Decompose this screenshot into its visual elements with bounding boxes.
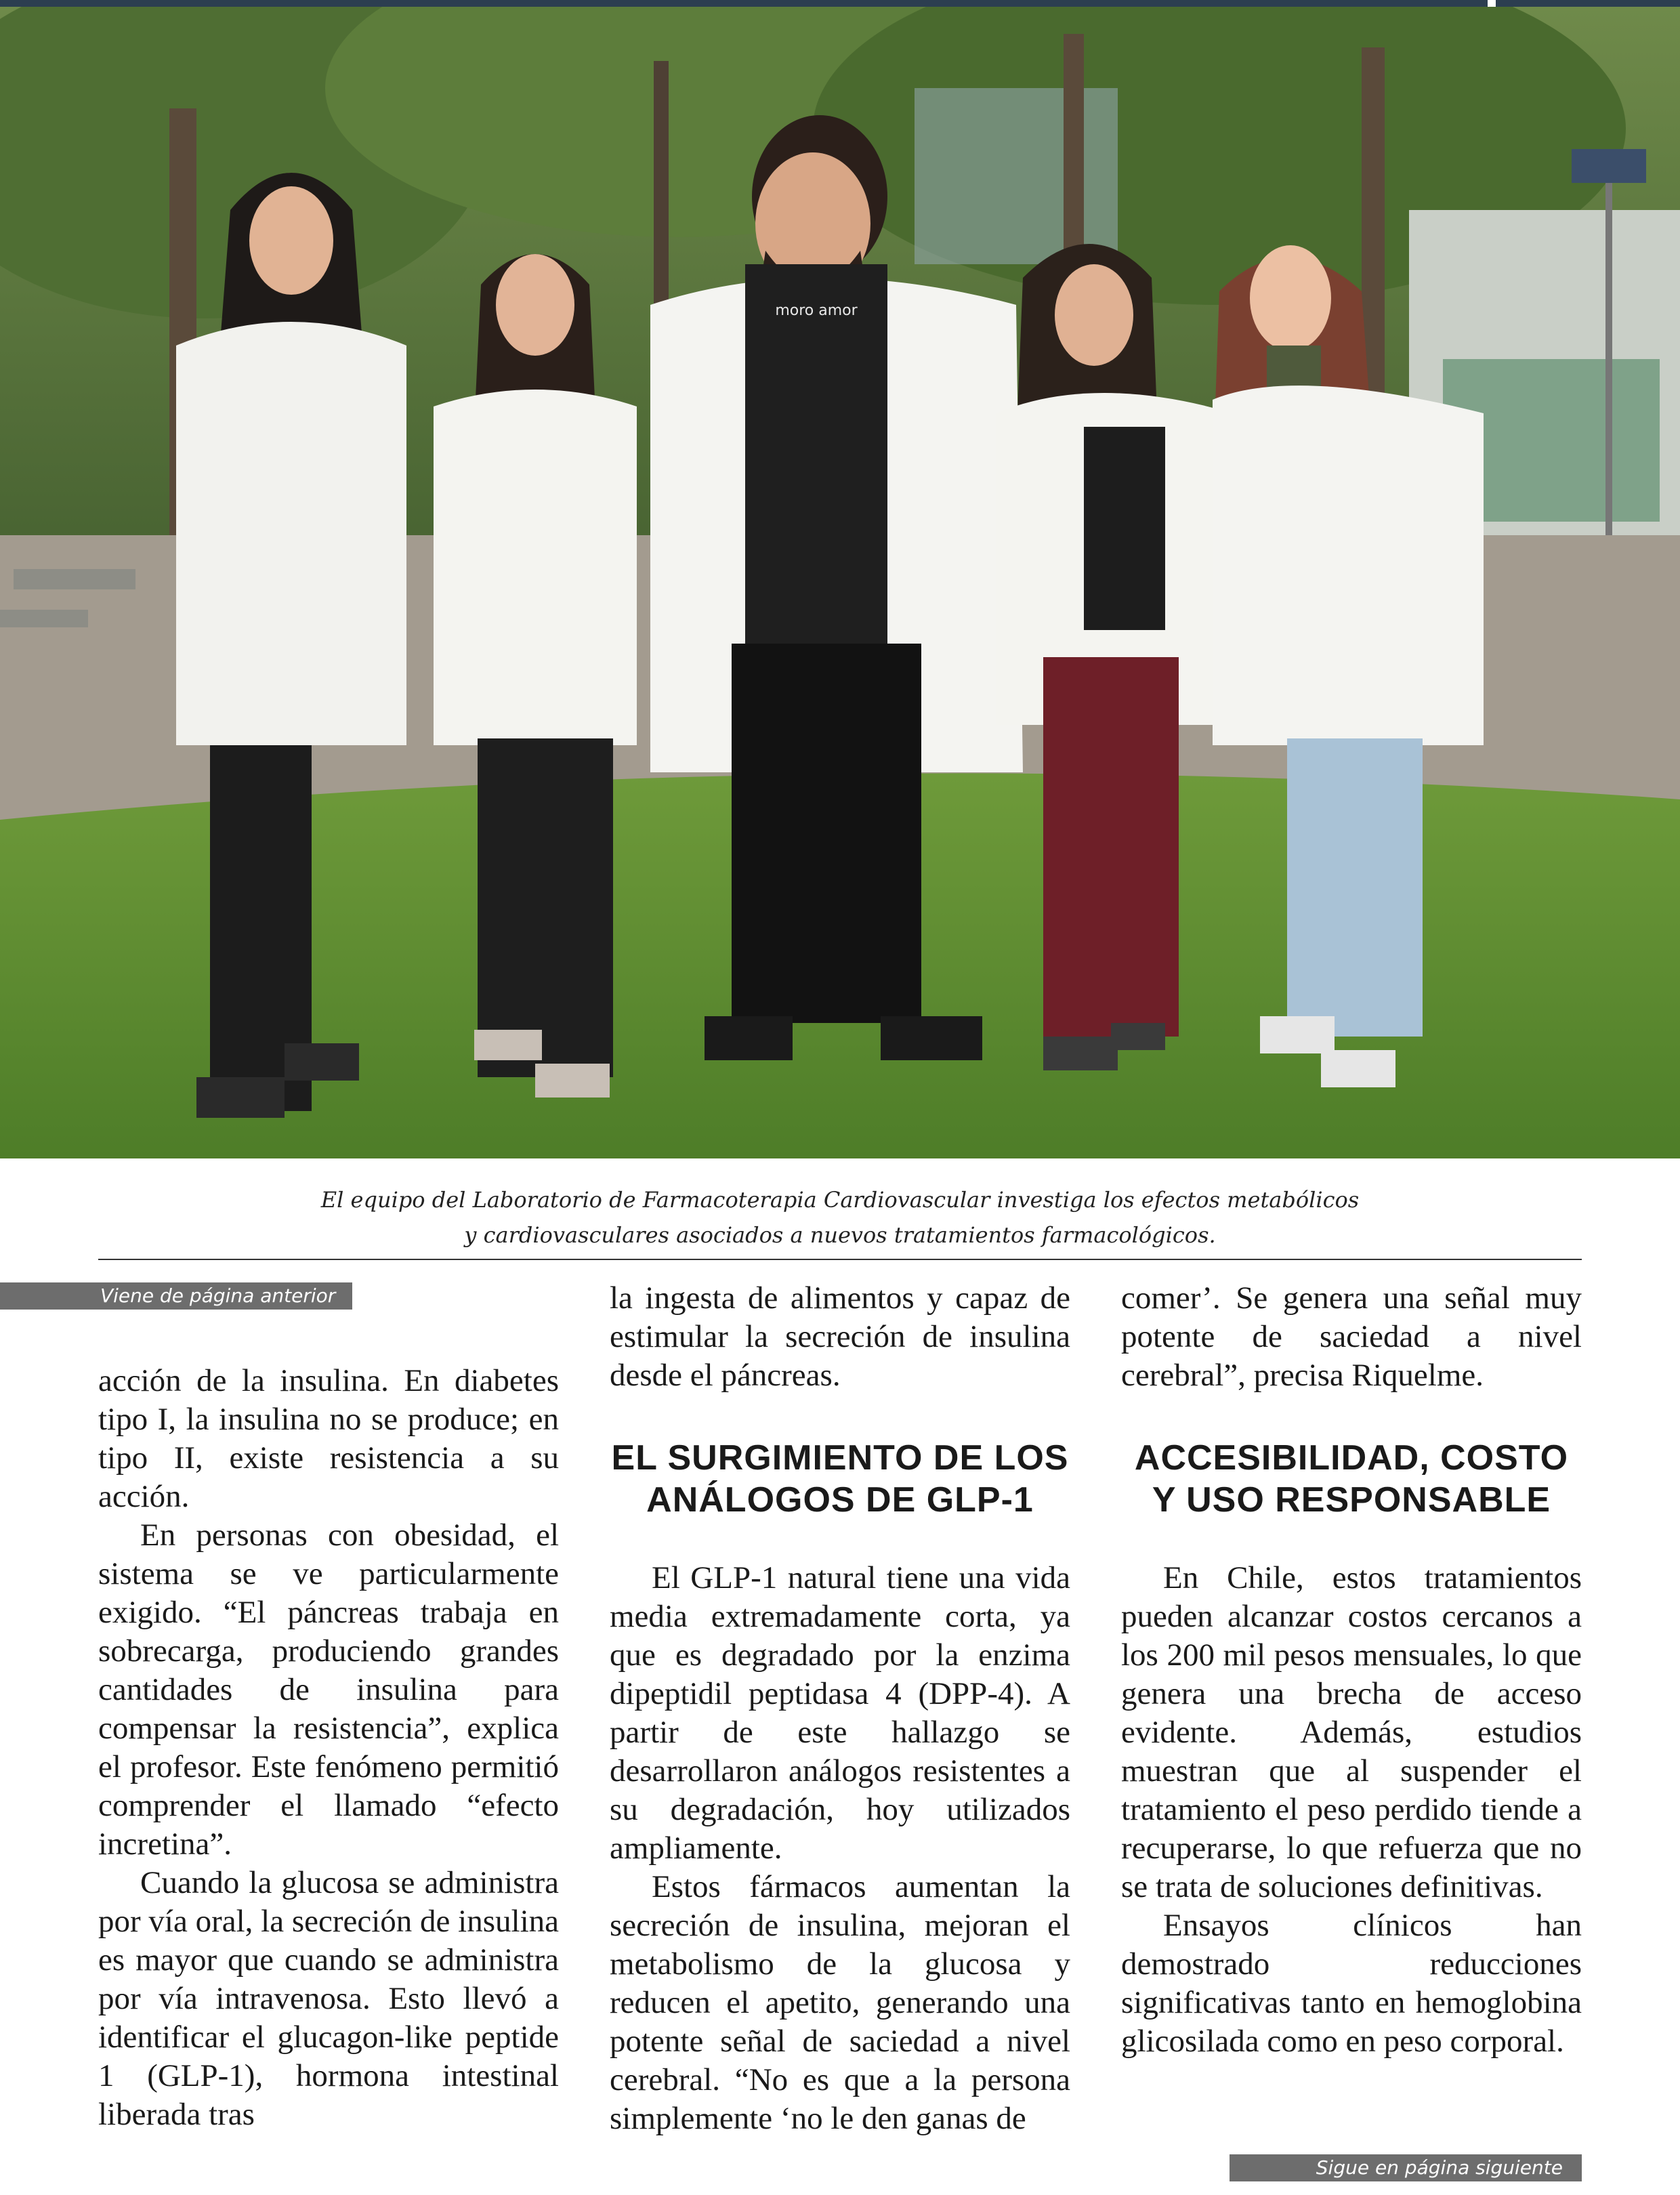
column-1 bbox=[98, 1362, 559, 2134]
col1-paragraph-2: En personas con obesidad, el sistema se ve particularmente exigido. “El páncreas trabaja en sobrecarga, produciendo grandes cantidades de insulina para compensar la resistencia”, explica el profesor. Este fenómeno permitió comprender el llamado “efecto incretina”. bbox=[98, 1518, 559, 1862]
col2-paragraph-0: la ingesta de alimentos y capaz de estimular la secreción de insulina desde el páncreas. bbox=[610, 1280, 1070, 1393]
photo-caption bbox=[176, 1182, 1504, 1253]
column-3 bbox=[1121, 1279, 1582, 2061]
caption-line-1: El equipo del Laboratorio de Farmacoterapia Cardiovascular investiga los efectos metabólicos bbox=[320, 1187, 1360, 1213]
top-bar bbox=[0, 0, 1680, 7]
team-photo bbox=[0, 7, 1680, 1158]
col3-paragraph-2: Ensayos clínicos han demostrado reducciones significativas tanto en hemoglobina glicosilada como en peso corporal. bbox=[1121, 1908, 1582, 2059]
col3-paragraph-0: comer’. Se genera una señal muy potente de saciedad a nivel cerebral”, precisa Riquelme. bbox=[1121, 1280, 1582, 1393]
col3-paragraph-1: En Chile, estos tratamientos pueden alcanzar costos cercanos a los 200 mil pesos mensuales, lo que genera una brecha de acceso evidente. Además, estudios muestran que al suspender el tratamiento el peso perdido tiende a recuperarse, lo que refuerza que no se trata de soluciones definitivas. bbox=[1121, 1560, 1582, 1904]
col1-paragraph-3: Cuando la glucosa se administra por vía oral, la secreción de insulina es mayor que cuando se administra por vía intravenosa. Esto llevó a identificar el glucagon-like peptide 1 (GLP-1), hormona intestinal liberada tras bbox=[98, 1865, 559, 2132]
caption-line-2: y cardiovasculares asociados a nuevos tratamientos farmacológicos. bbox=[464, 1222, 1216, 1248]
col2-paragraph-1: El GLP-1 natural tiene una vida media extremadamente corta, ya que es degradado por la enzima dipeptidil peptidasa 4 (DPP-4). A partir de este hallazgo se desarrollaron análogos resistentes a su degradación, hoy utilizados ampliamente. bbox=[610, 1560, 1070, 1866]
section-heading-glp1: EL SURGIMIENTO DE LOS ANÁLOGOS DE GLP-1 bbox=[611, 1438, 1069, 1520]
section-heading-accesibilidad: ACCESIBILIDAD, COSTO Y USO RESPONSABLE bbox=[1134, 1438, 1569, 1520]
caption-divider bbox=[98, 1259, 1582, 1260]
shirt-text: moro amor bbox=[775, 302, 858, 319]
top-bar-gap bbox=[1488, 0, 1496, 7]
continued-on-tag: Sigue en página siguiente bbox=[1230, 2154, 1582, 2181]
col2-paragraph-2: Estos fármacos aumentan la secreción de insulina, mejoran el metabolismo de la glucosa y reducen el apetito, generando una potente señal de saciedad a nivel cerebral. “No es que a la persona simplemente ‘no le den ganas de bbox=[610, 1869, 1070, 2136]
continued-from-tag: Viene de página anterior bbox=[0, 1282, 352, 1310]
col1-paragraph-1: acción de la insulina. En diabetes tipo I, la insulina no se produce; en tipo II, existe resistencia a su acción. bbox=[98, 1363, 559, 1514]
column-2 bbox=[610, 1279, 1070, 2138]
team-photo-illustration bbox=[0, 7, 1680, 1158]
